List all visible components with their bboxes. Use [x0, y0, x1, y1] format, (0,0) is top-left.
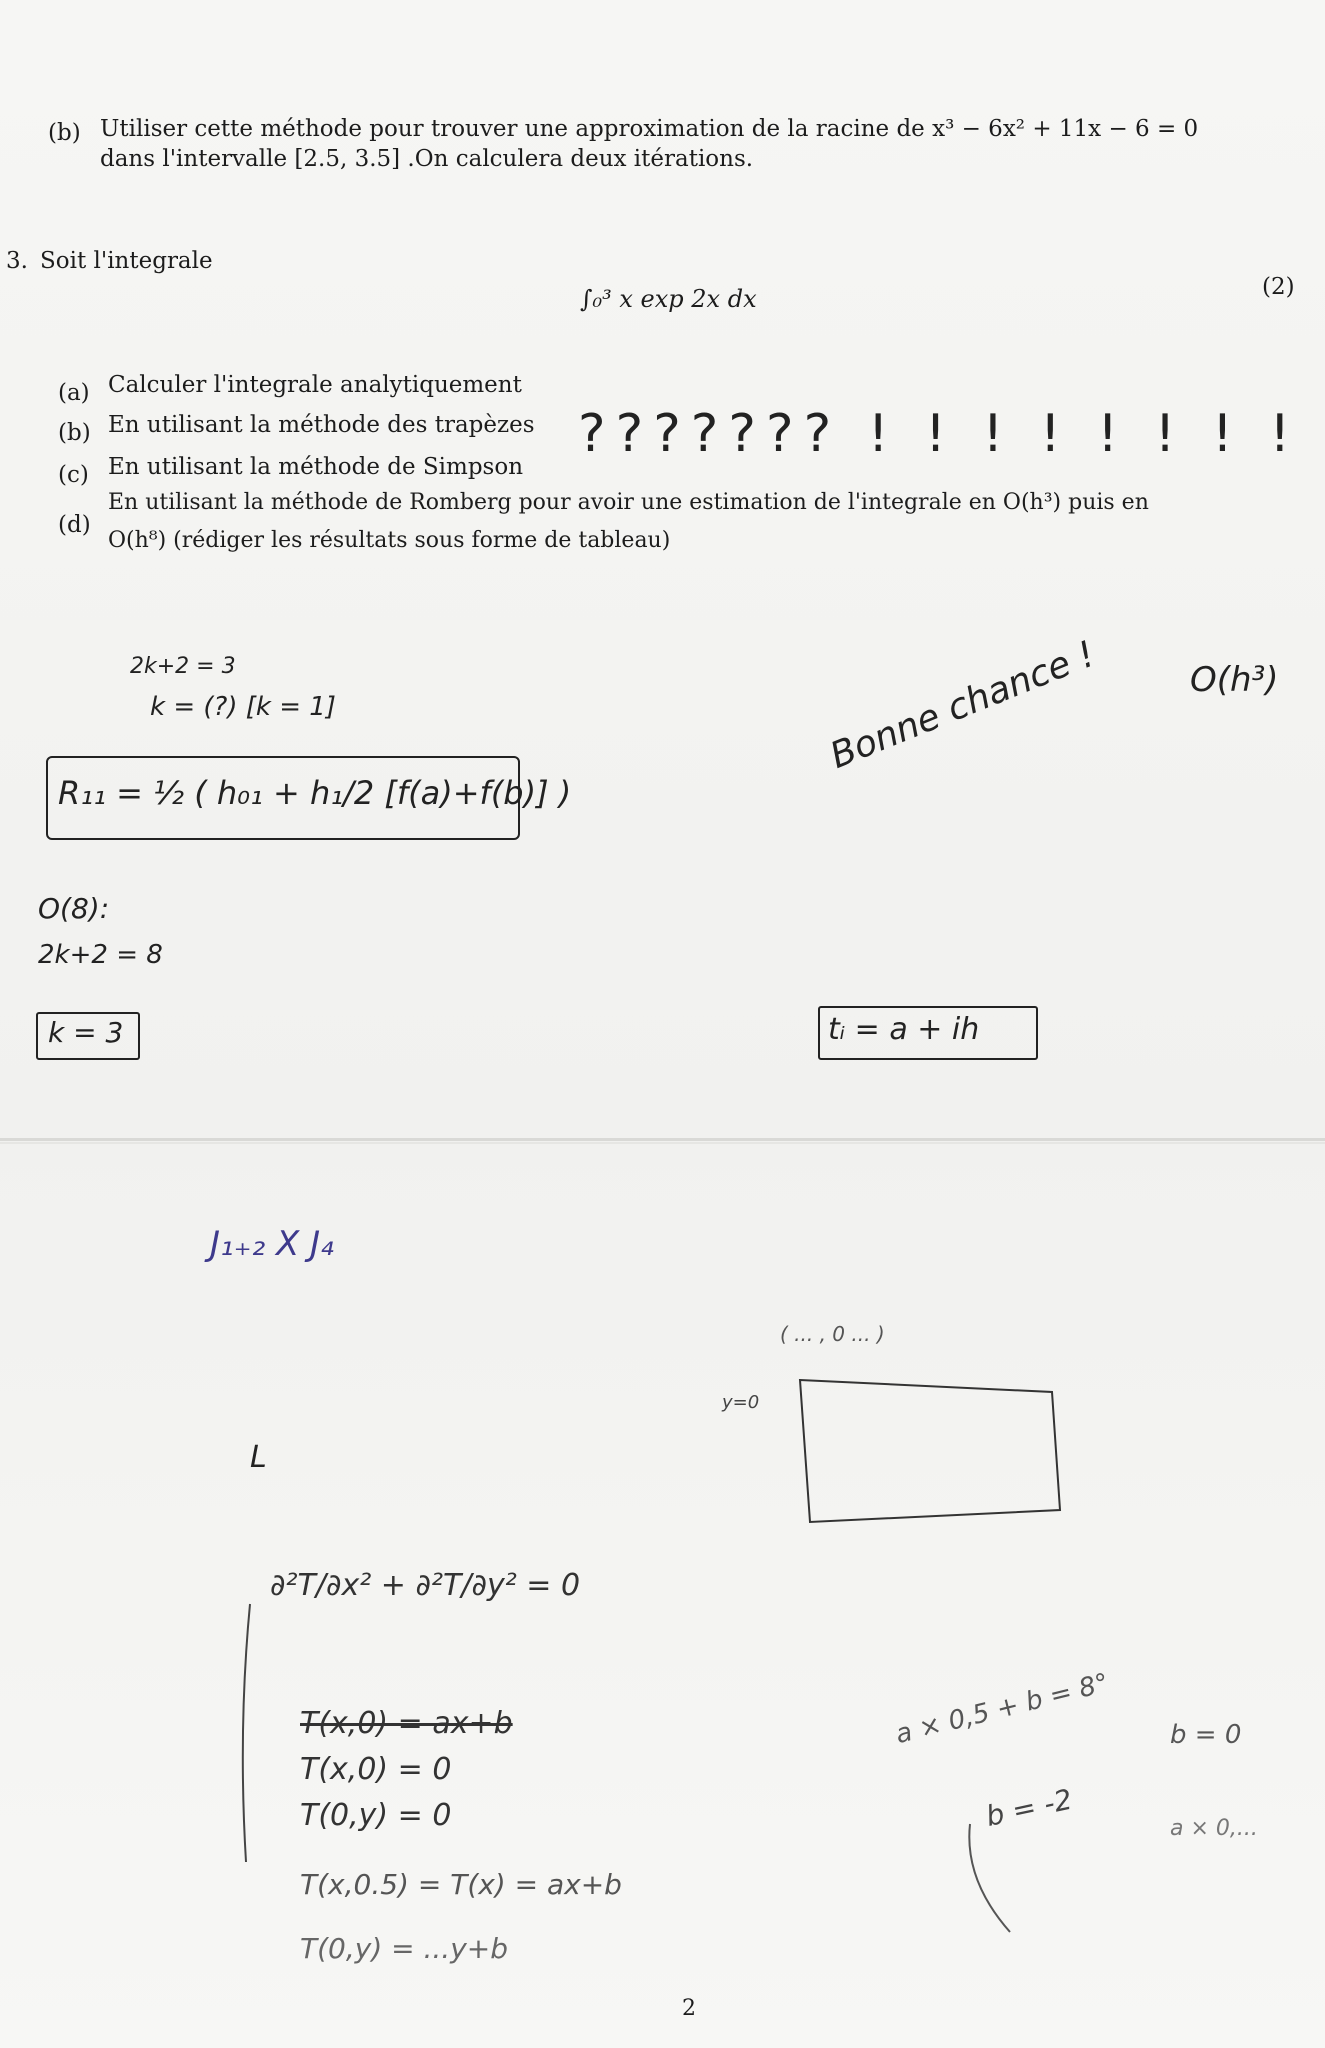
brace-line: [236, 1600, 256, 1870]
page-number: 2: [682, 1996, 696, 2021]
equation-number: (2): [1262, 274, 1295, 300]
handwritten-note-2: k = (?) [k = 1]: [150, 692, 336, 722]
handwritten-rhs-3: b = -2: [983, 1782, 1076, 1833]
handwritten-rhs-1: a × 0,5 + b = 8°: [892, 1668, 1112, 1750]
sub-item-d-label: (d): [58, 512, 91, 538]
handwritten-bc-4: T(x,0.5) = T(x) = ax+b: [300, 1868, 622, 1901]
handwritten-l: L: [250, 1440, 267, 1475]
sub-item-d-text-2: O(h⁸) (rédiger les résultats sous forme de tableau): [108, 528, 671, 553]
handwritten-bonne-chance: Bonne chance !: [824, 633, 1101, 777]
sub-item-c-label: (c): [58, 462, 89, 488]
sub-item-a-label: (a): [58, 380, 90, 406]
rectangle-left-label: y=0: [722, 1392, 760, 1413]
handwritten-rhs-4: a × 0,...: [1170, 1816, 1258, 1841]
handwritten-pde: ∂²T/∂x² + ∂²T/∂y² = 0: [270, 1568, 581, 1603]
handwritten-marks: ??????? ! ! ! ! ! ! ! !: [578, 404, 1301, 464]
question-text: Soit l'integrale: [40, 248, 213, 274]
paper-fold-shadow: [0, 1142, 1325, 1144]
sub-item-d-text: En utilisant la méthode de Romberg pour avoir une estimation de l'integrale en O(h³) puis en: [108, 490, 1149, 515]
sub-item-c-text: En utilisant la méthode de Simpson: [108, 454, 524, 480]
bracket-stroke: [950, 1820, 1030, 1940]
handwritten-note-1: 2k+2 = 3: [130, 654, 236, 679]
handwritten-rhs-2: b = 0: [1170, 1720, 1242, 1750]
handwritten-formula: R₁₁ = ½ ( h₀₁ + h₁/2 [f(a)+f(b)] ): [58, 774, 572, 812]
question-number: 3.: [6, 248, 28, 274]
item-b-line1: Utiliser cette méthode pour trouver une approximation de la racine de x³ − 6x² + 11x − 6 = 0: [100, 116, 1199, 142]
handwritten-bc-crossed: T(x,0) = ax+b: [300, 1706, 513, 1741]
handwritten-order: O(8):: [38, 892, 110, 925]
handwritten-k: k = 3: [48, 1016, 124, 1049]
paper-fold: [0, 1138, 1325, 1141]
sub-item-a-text: Calculer l'integrale analytiquement: [108, 372, 522, 398]
handwritten-bc-3: T(0,y) = 0: [300, 1798, 452, 1833]
sub-item-b-label: (b): [58, 420, 91, 446]
handwritten-bc-5: T(0,y) = ...y+b: [300, 1932, 509, 1965]
item-b-label: (b): [48, 120, 81, 146]
handwritten-equation: 2k+2 = 8: [38, 940, 163, 970]
item-b-line2: dans l'intervalle [2.5, 3.5] .On calculera deux itérations.: [100, 146, 754, 172]
rectangle-top-label: ( ... , 0 ... ): [780, 1322, 885, 1346]
handwritten-ti: tᵢ = a + ih: [828, 1012, 980, 1047]
integral-expression: ∫₀³ x exp 2x dx: [580, 285, 757, 313]
sub-item-b-text: En utilisant la méthode des trapèzes: [108, 412, 535, 438]
handwritten-oh: O(h³): [1190, 660, 1279, 700]
handwritten-j-expression: J₁₊₂ X J₄: [210, 1224, 334, 1264]
handwritten-bc-2: T(x,0) = 0: [300, 1752, 452, 1787]
domain-rectangle: [790, 1370, 1080, 1540]
